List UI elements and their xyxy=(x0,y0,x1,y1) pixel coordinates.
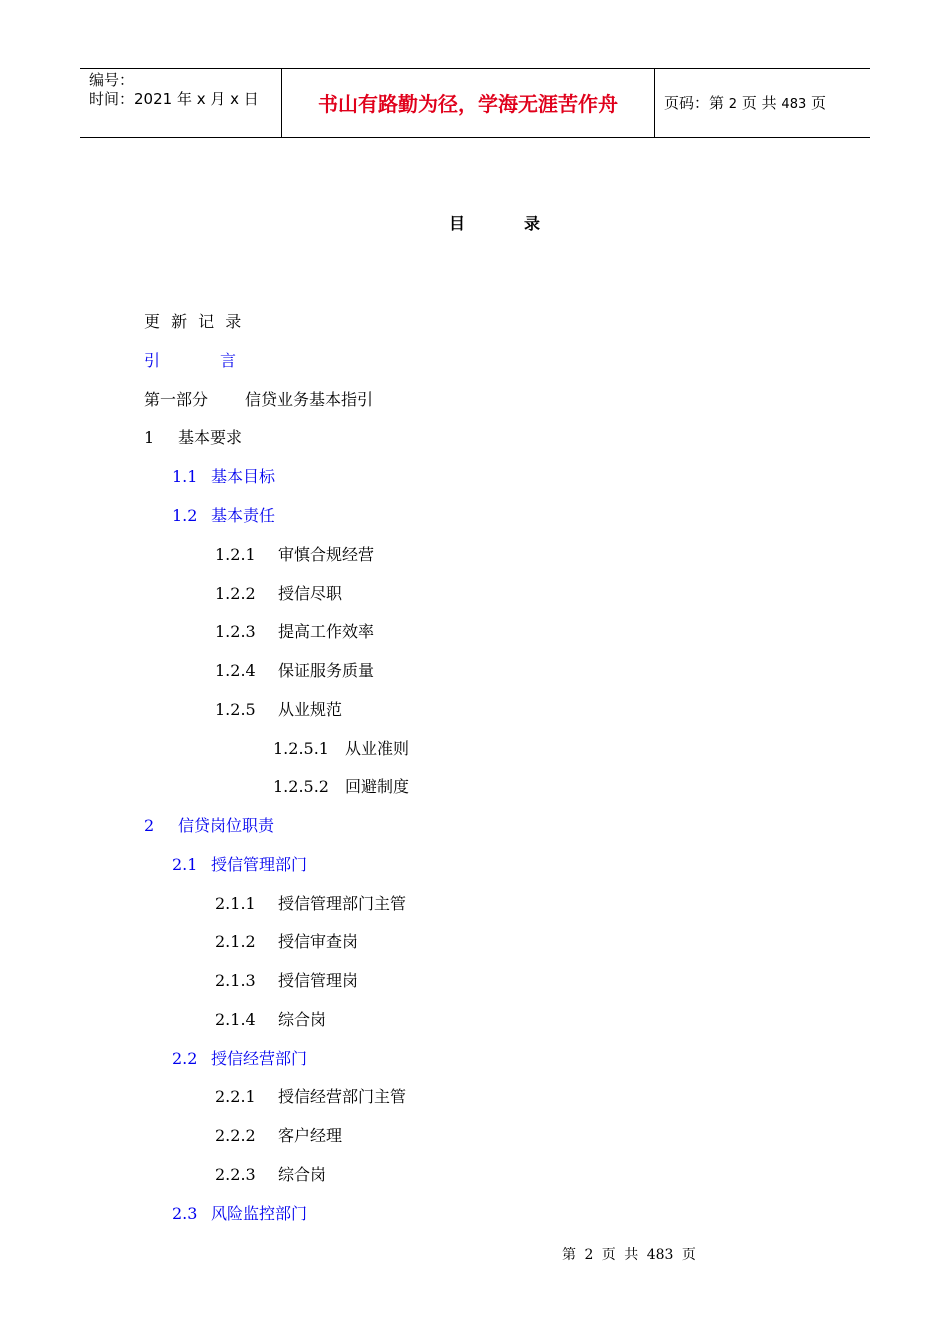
toc-entry-number: 2 xyxy=(144,816,155,835)
toc-entry-text: 从业准则 xyxy=(345,739,410,758)
toc-entry-text: 更 新 记 录 xyxy=(144,312,245,331)
toc-entry-2-2-3[interactable] xyxy=(215,1165,326,1185)
toc-entry-1-2-5-1[interactable] xyxy=(273,739,409,759)
toc-entry-text: 言 xyxy=(220,351,237,370)
toc-entry-number: 引 xyxy=(144,351,161,370)
document-header xyxy=(80,68,870,138)
toc-entry-1-2-3[interactable] xyxy=(215,622,374,642)
toc-entry-text: 基本目标 xyxy=(211,467,276,486)
toc-entry-number: 1.1 xyxy=(172,467,198,486)
toc-entry-number: 2.1.3 xyxy=(215,971,256,990)
page-label-suffix: 页 xyxy=(811,94,827,112)
header-page-cell xyxy=(655,69,870,137)
toc-entry-number: 1.2.2 xyxy=(215,584,256,603)
toc-entry-number: 2.2.1 xyxy=(215,1087,256,1106)
toc-entry-number: 2.1 xyxy=(172,855,198,874)
toc-entry-number: 2.2.3 xyxy=(215,1165,256,1184)
toc-entry-1-1[interactable] xyxy=(172,467,275,487)
toc-entry-text: 信贷岗位职责 xyxy=(178,816,275,835)
toc-entry-number: 2.1.2 xyxy=(215,932,256,951)
toc-entry-2-1-2[interactable] xyxy=(215,932,358,952)
header-motto-cell xyxy=(282,69,655,137)
toc-entry-1-2-5-2[interactable] xyxy=(273,777,409,797)
toc-entry-text: 信贷业务基本指引 xyxy=(245,390,374,409)
toc-entry-text: 从业规范 xyxy=(278,700,343,719)
document-date-label: 时间：2021 年 x 月 x 日 xyxy=(89,90,259,108)
toc-entry-number: 1.2.3 xyxy=(215,622,256,641)
toc-entry-2-1-3[interactable] xyxy=(215,971,358,991)
toc-entry-text: 审慎合规经营 xyxy=(278,545,375,564)
toc-entry-2-2[interactable] xyxy=(172,1049,307,1069)
document-number-label: 编号： xyxy=(89,71,135,89)
header-meta-cell xyxy=(80,69,282,137)
toc-entry-text: 基本责任 xyxy=(211,506,276,525)
toc-entry-1-2-2[interactable] xyxy=(215,584,342,604)
toc-entry-2-1-1[interactable] xyxy=(215,894,406,914)
page-current: 2 xyxy=(728,97,738,112)
toc-entry-number: 2.2 xyxy=(172,1049,198,1068)
toc-title-right: 录 xyxy=(524,214,541,233)
toc-entry-2-1[interactable] xyxy=(172,855,307,875)
toc-entry-number: 1.2.5.2 xyxy=(273,777,329,796)
toc-entry-text: 风险监控部门 xyxy=(211,1204,308,1223)
toc-entry-number: 1.2.5 xyxy=(215,700,256,719)
toc-entry-preface[interactable] xyxy=(144,351,236,371)
toc-entry-1-2-1[interactable] xyxy=(215,545,374,565)
toc-entry-text: 综合岗 xyxy=(278,1165,327,1184)
toc-entry-text: 回避制度 xyxy=(345,777,410,796)
toc-entry-text: 授信尽职 xyxy=(278,584,343,603)
toc-entry-number: 2.1.4 xyxy=(215,1010,256,1029)
page-footer: 第 2 页 共 483 页 xyxy=(562,1247,696,1263)
toc-entry-text: 客户经理 xyxy=(278,1126,343,1145)
toc-entry-2-2-2[interactable] xyxy=(215,1126,342,1146)
toc-entry-1-2-5[interactable] xyxy=(215,700,342,720)
toc-entry-number: 2.1.1 xyxy=(215,894,256,913)
toc-entry-text: 授信经营部门 xyxy=(211,1049,308,1068)
page-label-prefix: 页码：第 xyxy=(664,94,725,112)
toc-entry-text: 基本要求 xyxy=(178,428,243,447)
page-label-mid: 页 共 xyxy=(741,94,777,112)
toc-entry-number: 2.3 xyxy=(172,1204,198,1223)
toc-entry-text: 授信审查岗 xyxy=(278,932,359,951)
toc-entry-number: 第一部分 xyxy=(144,390,209,409)
toc-title-left: 目 xyxy=(449,214,466,233)
toc-entry-1-2-4[interactable] xyxy=(215,661,374,681)
page-total: 483 xyxy=(781,97,807,112)
toc-entry-text: 授信管理部门 xyxy=(211,855,308,874)
toc-entry-update-record[interactable] xyxy=(144,312,244,332)
toc-entry-2-1-4[interactable] xyxy=(215,1010,326,1030)
toc-entry-number: 1.2.1 xyxy=(215,545,256,564)
toc-entry-2[interactable] xyxy=(144,816,274,836)
toc-entry-number: 1.2.5.1 xyxy=(273,739,329,758)
toc-entry-part-one[interactable] xyxy=(144,390,373,410)
toc-entry-number: 2.2.2 xyxy=(215,1126,256,1145)
toc-entry-number: 1.2 xyxy=(172,506,198,525)
header-motto: 书山有路勤为径，学海无涯苦作舟 xyxy=(318,92,618,116)
toc-entry-text: 综合岗 xyxy=(278,1010,327,1029)
toc-entry-2-2-1[interactable] xyxy=(215,1087,406,1107)
toc-entry-number: 1 xyxy=(144,428,155,447)
header-page-info xyxy=(664,94,826,114)
toc-entry-text: 保证服务质量 xyxy=(278,661,375,680)
toc-entry-number: 1.2.4 xyxy=(215,661,256,680)
toc-entry-1[interactable] xyxy=(144,428,242,448)
toc-entry-text: 授信管理岗 xyxy=(278,971,359,990)
toc-entry-text: 授信经营部门主管 xyxy=(278,1087,407,1106)
toc-entry-text: 提高工作效率 xyxy=(278,622,375,641)
toc-entry-1-2[interactable] xyxy=(172,506,275,526)
toc-entry-text: 授信管理部门主管 xyxy=(278,894,407,913)
toc-entry-2-3[interactable] xyxy=(172,1204,307,1224)
